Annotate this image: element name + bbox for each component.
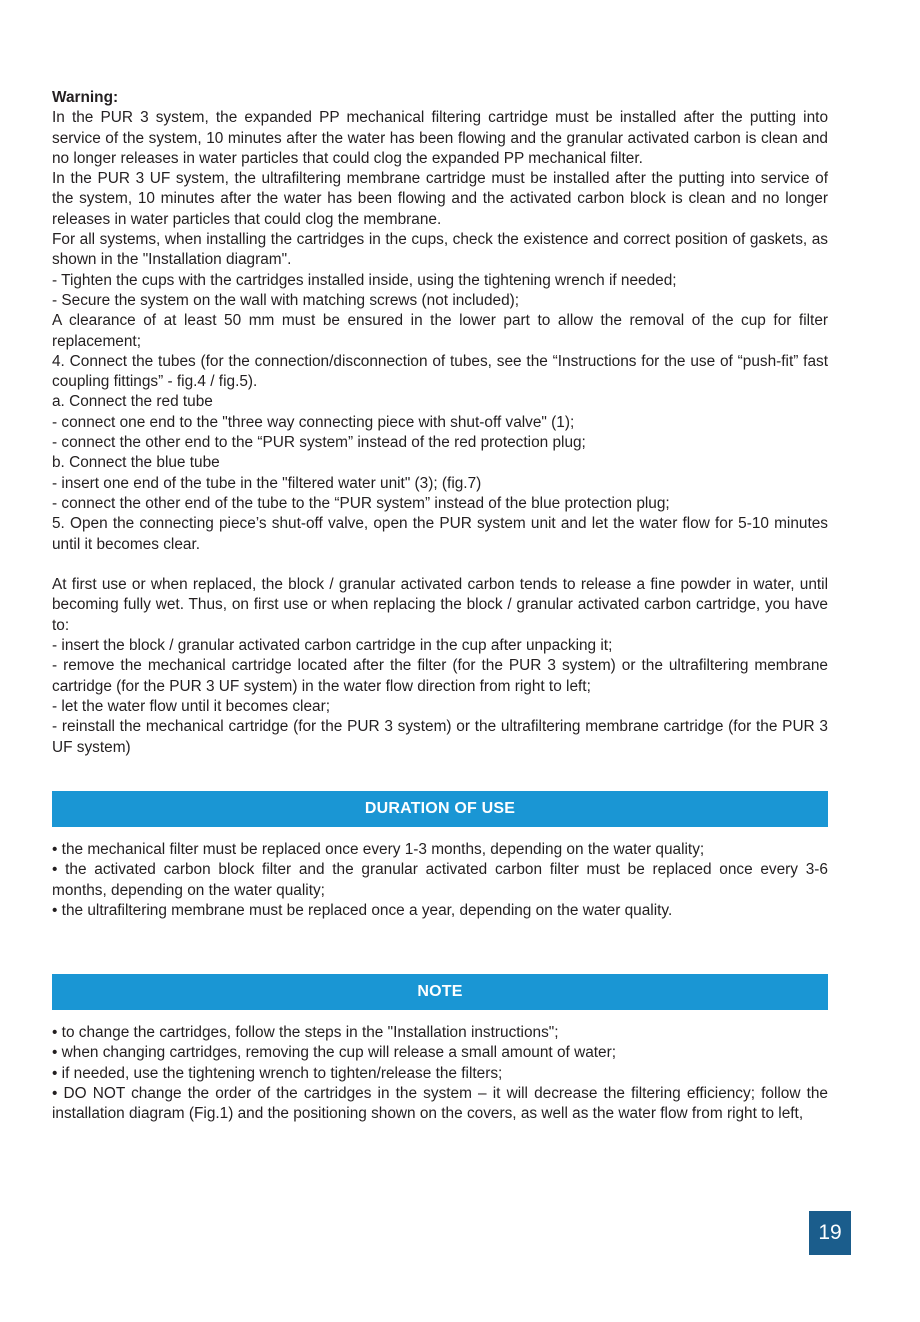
- list-item: • when changing cartridges, removing the cup will release a small amount of water;: [52, 1044, 617, 1062]
- instruction-line: - connect the other end to the “PUR system” instead of the red protection plug;: [52, 434, 586, 452]
- note-banner: NOTE: [52, 974, 828, 1010]
- note-list: [52, 1023, 828, 1124]
- warning-section: [52, 88, 828, 758]
- list-item: • DO NOT change the order of the cartridges in the system – it will decrease the filtering efficiency; follow the installation diagram (Fig.1) and the positioning shown on the covers, as well as the water flow from right to left,: [52, 1084, 828, 1123]
- instruction-line: - insert one end of the tube in the "filtered water unit" (3); (fig.7): [52, 474, 482, 492]
- instruction-line: A clearance of at least 50 mm must be ensured in the lower part to allow the removal of the cup for filter replacement;: [52, 312, 828, 350]
- first-use-step: - reinstall the mechanical cartridge (for the PUR 3 system) or the ultrafiltering membrane cartridge (for the PUR 3 UF system): [52, 718, 828, 756]
- instruction-line: - Secure the system on the wall with matching screws (not included);: [52, 291, 520, 309]
- list-item: • the activated carbon block filter and the granular activated carbon filter must be replaced once every 3-6 months, depending on the water quality;: [52, 861, 828, 899]
- list-item: • if needed, use the tightening wrench to tighten/release the filters;: [52, 1064, 503, 1082]
- instruction-line: b. Connect the blue tube: [52, 454, 220, 472]
- instruction-line: 4. Connect the tubes (for the connection/disconnection of tubes, see the “Instructions for the use of “push-fit” fast coupling fittings” - fig.4 / fig.5).: [52, 352, 828, 391]
- spacer: [52, 555, 828, 575]
- first-use-step: - remove the mechanical cartridge located after the filter (for the PUR 3 system) or the ultrafiltering membrane cartridge (for the PUR 3 UF system) in the water flow direction from right to left;: [52, 657, 828, 695]
- warning-paragraph: For all systems, when installing the cartridges in the cups, check the existence and correct position of gaskets, as shown in the "Installation diagram".: [52, 231, 828, 269]
- instruction-line: - Tighten the cups with the cartridges installed inside, using the tightening wrench if needed;: [52, 271, 677, 289]
- list-item: • to change the cartridges, follow the steps in the "Installation instructions";: [52, 1024, 559, 1041]
- instruction-line: - connect one end to the "three way connecting piece with shut-off valve" (1);: [52, 413, 575, 431]
- first-use-step: - insert the block / granular activated carbon cartridge in the cup after unpacking it;: [52, 637, 613, 655]
- warning-paragraph: In the PUR 3 system, the expanded PP mechanical filtering cartridge must be installed after the putting into service of the system, 10 minutes after the water has been flowing and the granular activated carbon is clean and no longer releases in water particles that could clog the expanded PP mechanical filter.: [52, 109, 828, 167]
- duration-banner: DURATION OF USE: [52, 791, 828, 827]
- instruction-line: - connect the other end of the tube to the “PUR system” instead of the blue protection plug;: [52, 494, 670, 512]
- instruction-line: 5. Open the connecting piece’s shut-off valve, open the PUR system unit and let the water flow for 5-10 minutes until it becomes clear.: [52, 515, 828, 553]
- page-number: 19: [809, 1211, 851, 1255]
- instruction-line: a. Connect the red tube: [52, 393, 213, 411]
- first-use-intro: At first use or when replaced, the block / granular activated carbon tends to release a fine powder in water, until becoming fully wet. Thus, on first use or when replacing the block / granular activated carbon cartridge, you have to:: [52, 576, 828, 634]
- duration-list: [52, 840, 828, 921]
- warning-heading: Warning:: [52, 89, 119, 106]
- list-item: • the ultrafiltering membrane must be replaced once a year, depending on the water quality.: [52, 901, 673, 919]
- first-use-step: - let the water flow until it becomes clear;: [52, 697, 331, 715]
- list-item: • the mechanical filter must be replaced once every 1-3 months, depending on the water quality;: [52, 841, 705, 858]
- warning-paragraph: In the PUR 3 UF system, the ultrafiltering membrane cartridge must be installed after the putting into service of the system, 10 minutes after the water has been flowing and the activated carbon block is clean and no longer releases in water particles that could clog the membrane.: [52, 170, 828, 228]
